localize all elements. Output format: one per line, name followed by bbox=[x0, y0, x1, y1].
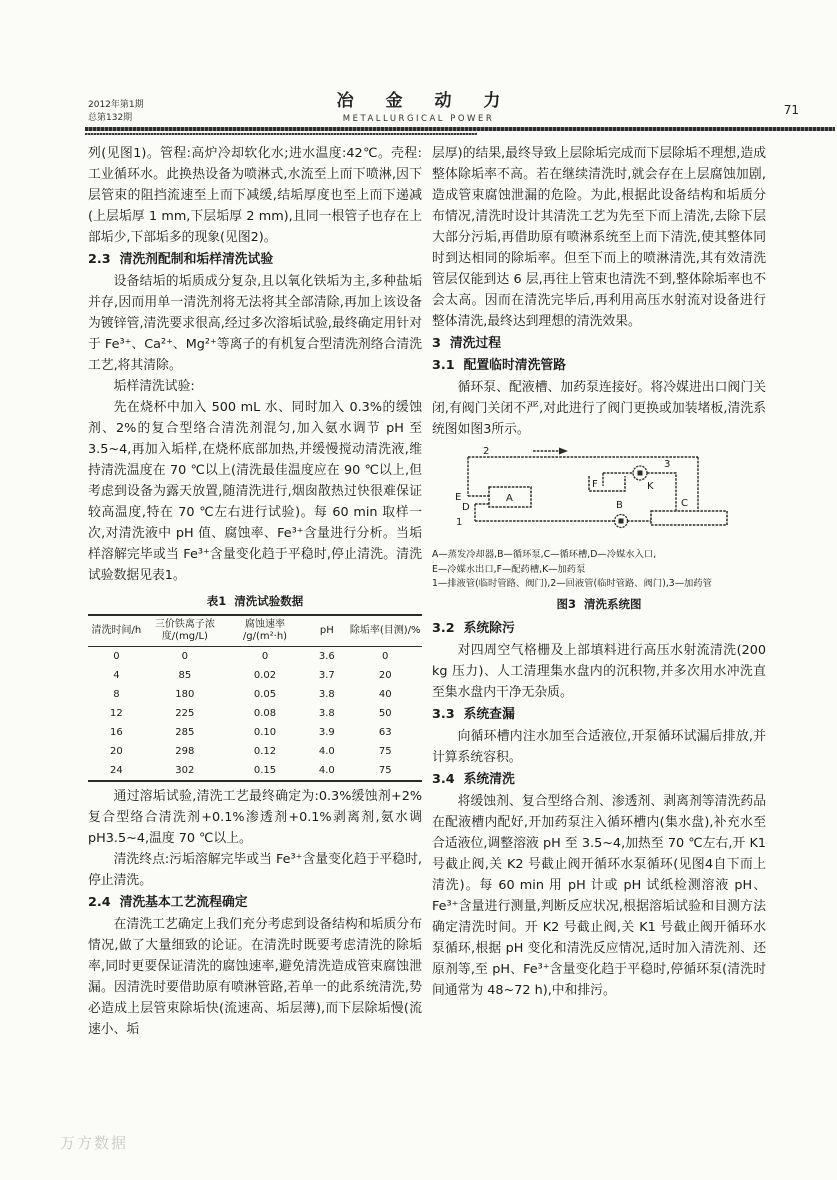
paragraph: 通过溶垢试验,清洗工艺最终确定为:0.3%缓蚀剂+2%复合型络合清洗剂+0.1%渗透剂+0.1%剥离剂,氨水调 pH3.5~4,温度 70 ℃以上。 bbox=[88, 789, 422, 846]
cell: 298 bbox=[175, 745, 195, 757]
table-row bbox=[88, 666, 422, 685]
table-row bbox=[88, 704, 422, 723]
table-body bbox=[88, 647, 422, 782]
paragraph: 层厚)的结果,最终导致上层除垢完成而下层除垢不理想,造成整体除垢率不高。若在继续清洗时,就会存在上层腐蚀加剧,造成管束腐蚀泄漏的危险。为此,根据此设备结构和垢质分布情况,清洗时设计其清洗工艺为先至下而上清洗,去除下层大部分污垢,再借助原有喷淋系统至上而下清洗,使其整体同时到达相同的除垢率。但至下而上的喷淋清洗,其有效清洗管层仅能到达 6 层,再往上管束也清洗不到,整体除垢率也不会太高。因而在清洗完毕后,再利用高压水射流对设备进行整体清洗,最终达到理想的清洗效果。 bbox=[432, 146, 766, 329]
figure-legend bbox=[432, 548, 766, 592]
cell: 50 bbox=[378, 707, 392, 719]
cell: 0.10 bbox=[253, 726, 277, 738]
journal-title-cn: 冶 金 动 力 bbox=[336, 91, 514, 111]
paragraph: 向循环槽内注水加至合适液位,开泵循环试漏后排放,并计算系统容积。 bbox=[432, 728, 766, 765]
col-header-descaling-rate: 除垢率(目测)/% bbox=[348, 615, 422, 647]
paragraph: 垢样清洗试验: bbox=[113, 379, 195, 394]
section-heading-3-1: 3.1 配置临时清洗管路 bbox=[432, 358, 566, 373]
cell: 75 bbox=[378, 764, 392, 776]
section-heading-3: 3 清洗过程 bbox=[432, 336, 502, 351]
circulation-tank-box bbox=[651, 511, 727, 525]
table-caption: 表1 清洗试验数据 bbox=[206, 594, 304, 608]
cell: 0 bbox=[113, 650, 120, 662]
cell: 3.8 bbox=[318, 707, 335, 719]
figure-caption: 图3 清洗系统图 bbox=[556, 596, 642, 611]
table-row bbox=[88, 685, 422, 704]
label-pipe-1: 1 bbox=[456, 517, 463, 528]
label-E: E bbox=[455, 492, 462, 503]
col-header-fe-concentration: 三价铁离子浓度/(mg/L) bbox=[145, 615, 225, 647]
label-F: F bbox=[592, 479, 598, 490]
section-heading-3-4: 3.4 系统清洗 bbox=[432, 771, 515, 787]
cell: 3.7 bbox=[318, 669, 335, 681]
right-column bbox=[432, 143, 766, 1001]
cell: 4.0 bbox=[318, 764, 335, 776]
label-pipe-3: 3 bbox=[664, 459, 671, 470]
col-header-time: 清洗时间/h bbox=[88, 615, 145, 647]
paragraph: 将缓蚀剂、复合型络合剂、渗透剂、剥离剂等清洗药品在配液槽内配好,开加药泵注入循环槽内(集水盘),补充水至合适液位,调整溶液 pH 至 3.5~4,加热至 70 ℃左右,开 K1 号截止阀,关 K2 号截止阀开循环水泵循环(见图4自下而上清洗)。每 60 min 用 pH 计或 pH 试纸检测溶液 pH、Fe³⁺含量进行测量,判断反应状况,根据溶垢试验和目测方法确定清洗时间。开 K2 号截止阀,关 K1 号截止阀开循环水泵循环,根据 pH 变化和清洗反应情况,适时加入清洗剂、还原剂等,至 pH、Fe³⁺含量变化趋于平稳时,停循环泵(清洗时间通常为 48~72 h),中和排污。 bbox=[432, 793, 766, 998]
figure-legend-line1: A—蒸发冷却器,B—循环泵,C—循环槽,D—冷媒水入口, bbox=[432, 549, 657, 560]
cell: 3.6 bbox=[318, 650, 335, 662]
figure-legend-line2: E—冷媒水出口,F—配药槽,K—加药泵 bbox=[432, 563, 586, 575]
cell: 24 bbox=[110, 764, 123, 776]
table-row bbox=[88, 723, 422, 742]
cell: 0 bbox=[382, 650, 389, 662]
cell: 302 bbox=[175, 764, 195, 776]
issue-line1: 2012年第1期 bbox=[88, 100, 144, 110]
section-heading-2-3: 2.3 清洗剂配制和垢样清洗试验 bbox=[88, 252, 274, 267]
wanfang-watermark: 万方数据 bbox=[60, 1134, 129, 1152]
cell: 180 bbox=[175, 688, 195, 700]
cell: 3.8 bbox=[318, 688, 335, 700]
label-C: C bbox=[681, 498, 688, 509]
cell: 20 bbox=[378, 669, 392, 681]
journal-title-en: METALLURGICAL POWER bbox=[342, 114, 495, 124]
cell: 40 bbox=[378, 688, 392, 700]
cell: 8 bbox=[113, 688, 120, 700]
figure-legend-line3: 1—排液管(临时管路、阀门),2—回液管(临时管路、阀门),3—加药管 bbox=[432, 578, 712, 589]
cell: 0 bbox=[261, 650, 269, 662]
cleaning-test-data-table bbox=[88, 614, 422, 782]
cell: 0.12 bbox=[253, 745, 277, 757]
label-pipe-2: 2 bbox=[483, 446, 490, 457]
paragraph: 对四周空气格栅及上部填料进行高压水射流清洗(200 kg 压力)、人工清理集水盘内的沉积物,并多次用水冲洗直至集水盘内干净无杂质。 bbox=[432, 642, 766, 700]
section-heading-2-4: 2.4 清洗基本工艺流程确定 bbox=[88, 895, 248, 910]
cell: 63 bbox=[378, 726, 392, 738]
figure-3-cleaning-system bbox=[432, 444, 766, 615]
flow-arrow-icon bbox=[559, 448, 568, 455]
cell: 0.15 bbox=[253, 764, 277, 776]
cell: 0.05 bbox=[253, 688, 277, 700]
circulation-pump-core bbox=[619, 519, 624, 524]
cell: 225 bbox=[175, 707, 195, 719]
cell: 20 bbox=[110, 745, 123, 757]
section-heading-3-3: 3.3 系统查漏 bbox=[432, 706, 515, 722]
cell: 0.08 bbox=[253, 707, 277, 719]
section-heading-3-2: 3.2 系统除污 bbox=[432, 620, 515, 636]
col-header-corrosion-rate: 腐蚀速率 /g/(m²·h) bbox=[225, 615, 305, 647]
table-row bbox=[88, 647, 422, 667]
label-A: A bbox=[506, 493, 513, 504]
cleaning-system-diagram bbox=[433, 444, 765, 548]
paragraph: 在清洗工艺确定上我们充分考虑到设备结构和垢质分布情况,做了大量细致的论证。在清洗时既要考虑清洗的除垢率,同时更要保证清洗的腐蚀速率,避免清洗造成管束腐蚀泄漏。因清洗时要借助原有喷淋管路,若单一的此系统清洗,势必造成上层管束除垢快(流速高、垢层薄),而下层除垢慢(流速小、垢 bbox=[88, 917, 422, 1037]
paragraph: 列(见图1)。管程:高炉冷却软化水;进水温度:42℃。壳程:工业循环水。此换热设备为喷淋式,水流至上而下喷淋,因下层管束的阻挡流速至上而下减缓,结垢厚度也至上而下递减(上层垢厚 1 mm,下层垢厚 2 mm),且同一根管子也存在上部垢少,下部垢多的现象(见图2)。 bbox=[88, 146, 422, 245]
table-header-row bbox=[88, 615, 422, 647]
cell: 85 bbox=[178, 669, 192, 681]
cell: 3.9 bbox=[318, 726, 335, 738]
cell: 285 bbox=[175, 726, 195, 738]
cell: 4 bbox=[113, 669, 120, 681]
paragraph: 设备结垢的垢质成分复杂,且以氧化铁垢为主,多种盐垢并存,因而用单一清洗剂将无法将其全部清除,再加上该设备为镀锌管,清洗要求很高,经过多次溶垢试验,最终确定用针对于 Fe³⁺、Ca²⁺、Mg²⁺等离子的有机复合型清洗剂络合清洗工艺,将其清除。 bbox=[88, 274, 422, 373]
header-rule-top bbox=[85, 127, 835, 131]
cell: 12 bbox=[110, 707, 123, 719]
left-column bbox=[88, 143, 422, 1040]
paragraph: 清洗终点:污垢溶解完毕或当 Fe³⁺含量变化趋于平稳时,停止清洗。 bbox=[88, 852, 422, 888]
label-D: D bbox=[462, 502, 470, 513]
table-row bbox=[88, 761, 422, 781]
cell: 75 bbox=[378, 745, 392, 757]
table-header bbox=[88, 615, 422, 647]
cell: 16 bbox=[110, 726, 123, 738]
page-number: 71 bbox=[783, 103, 799, 117]
dosing-pipe-line bbox=[647, 473, 676, 511]
header-rule-sub bbox=[85, 133, 477, 135]
cell: 4.0 bbox=[318, 745, 335, 757]
table-row bbox=[88, 742, 422, 761]
cell: 0 bbox=[181, 650, 189, 662]
cell: 0.02 bbox=[253, 669, 277, 681]
col-header-ph: pH bbox=[305, 615, 348, 647]
journal-masthead bbox=[0, 86, 837, 124]
outlet-D-pipe bbox=[475, 504, 489, 521]
label-K: K bbox=[647, 481, 654, 492]
paragraph: 先在烧杯中加入 500 mL 水、同时加入 0.3%的缓蚀剂、2%的复合型络合清洗剂混匀,加入氨水调节 pH 至 3.5~4,再加入垢样,在烧杯底部加热,并缓慢搅动清洗液,维持清洗温度在 70 ℃以上(清洗最佳温度应在 90 ℃以上,但考虑到设备为露天放置,随清洗进行,烟囱散热过快很难保证较高温度,特在 70 ℃左右进行试验)。每 60 min 取样一次,对清洗液中 pH 值、腐蚀率、Fe³⁺含量进行分析。当垢样溶解完毕或当 Fe³⁺含量变化趋于平稳时,停止清洗。清洗试验数据见表1。 bbox=[88, 400, 422, 583]
paragraph: 循环泵、配液槽、加药泵连接好。将冷媒进出口阀门关闭,有阀门关闭不严,对此进行了阀门更换或加装堵板,清洗系统图如图3所示。 bbox=[432, 380, 766, 437]
issue-line2: 总第132期 bbox=[88, 113, 133, 123]
dosing-pump-core bbox=[638, 471, 643, 476]
label-B: B bbox=[616, 500, 623, 511]
